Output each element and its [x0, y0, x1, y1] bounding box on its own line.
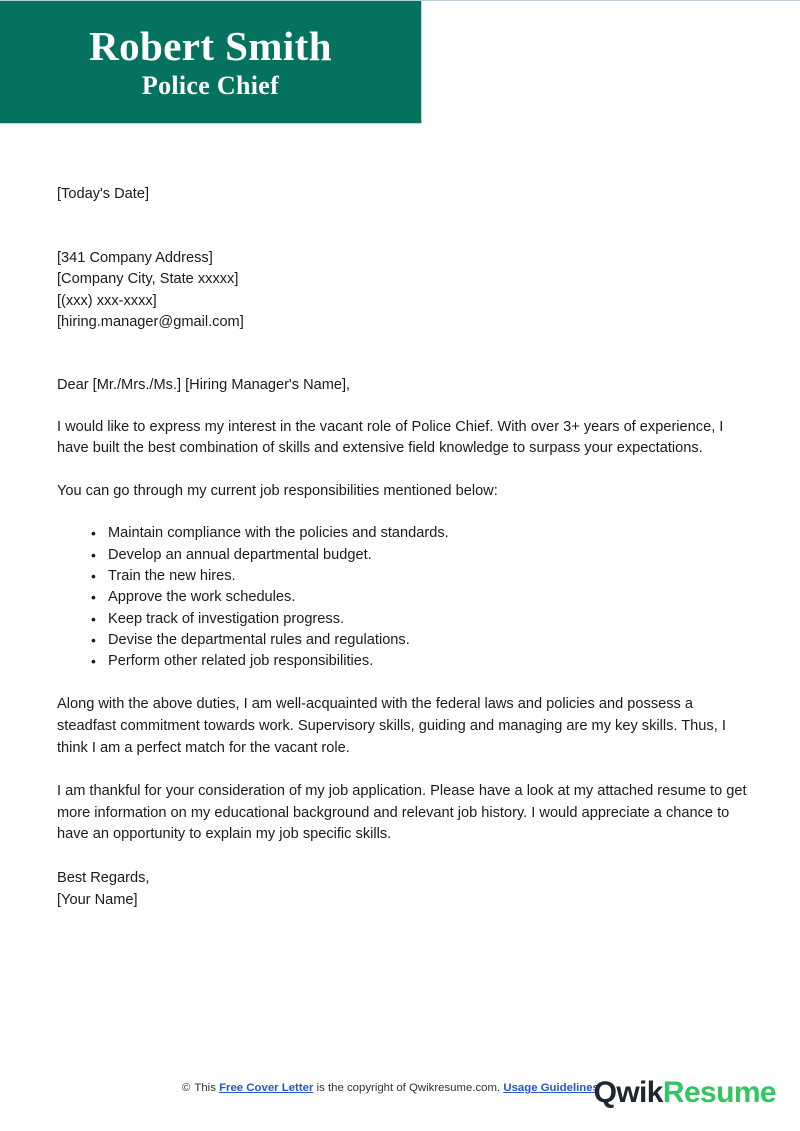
- usage-guidelines-link[interactable]: Usage Guidelines: [503, 1082, 599, 1094]
- page-footer: [0, 1073, 800, 1131]
- recipient-email: [hiring.manager@gmail.com]: [57, 314, 244, 331]
- header-banner: [0, 1, 422, 124]
- list-item: [57, 609, 751, 630]
- footer-copyright-text: [182, 1081, 599, 1095]
- intro-paragraph: I would like to express my interest in the vacant role of Police Chief. With over 3+ years of experience, I have built the best combination of skills and extensive field knowledge to surpass your expectations.: [57, 418, 724, 457]
- copyright-icon: ©: [182, 1082, 191, 1094]
- applicant-name: Robert Smith: [89, 22, 332, 69]
- signature-name-placeholder: [Your Name]: [57, 891, 138, 908]
- bullet-icon: •: [91, 610, 96, 627]
- signoff: Best Regards,: [57, 869, 150, 886]
- list-item-label: Develop an annual departmental budget.: [108, 546, 372, 563]
- skills-paragraph: Along with the above duties, I am well-acquainted with the federal laws and policies and possess a steadfast commitment towards work. Supervisory skills, guiding and managing are my key skills. Thus, I think I am a perfect match for the vacant role.: [57, 696, 726, 756]
- list-item: [57, 651, 751, 672]
- list-item: [57, 587, 751, 608]
- closing-paragraph: I am thankful for your consideration of my job application. Please have a look at my attached resume to get more information on my educational background and relevant job history. I would appreciate a chance to have an opportunity to explain my job specific skills.: [57, 783, 747, 843]
- list-item-label: Maintain compliance with the policies and standards.: [108, 525, 449, 542]
- list-item: [57, 630, 751, 651]
- footer-text-before-link: This: [194, 1082, 216, 1094]
- list-item: [57, 566, 751, 587]
- list-item: [57, 523, 751, 544]
- bullet-icon: •: [91, 653, 96, 670]
- recipient-street: [341 Company Address]: [57, 249, 213, 266]
- bullet-icon: •: [91, 546, 96, 563]
- list-item-label: Devise the departmental rules and regulations.: [108, 631, 410, 648]
- responsibilities-lead-in: You can go through my current job responsibilities mentioned below:: [57, 482, 498, 499]
- list-item-label: Perform other related job responsibilities.: [108, 653, 374, 670]
- list-item-label: Train the new hires.: [108, 567, 236, 584]
- free-cover-letter-link[interactable]: Free Cover Letter: [219, 1082, 314, 1094]
- letter-body: [57, 184, 751, 911]
- logo-text-resume: Resume: [662, 1076, 776, 1109]
- bullet-icon: •: [91, 567, 96, 584]
- recipient-address-block: [57, 248, 751, 334]
- applicant-job-title: Police Chief: [141, 70, 280, 100]
- list-item: [57, 545, 751, 566]
- date-placeholder: [Today's Date]: [57, 186, 150, 202]
- list-item-label: Keep track of investigation progress.: [108, 610, 345, 627]
- qwikresume-logo[interactable]: [594, 1073, 776, 1113]
- bullet-icon: •: [91, 589, 96, 606]
- list-item-label: Approve the work schedules.: [108, 589, 296, 606]
- recipient-city-state-zip: [Company City, State xxxxx]: [57, 271, 239, 288]
- logo-text-qwik: Qwik: [593, 1076, 663, 1109]
- signature-block: [57, 868, 751, 911]
- recipient-phone: [(xxx) xxx-xxxx]: [57, 292, 157, 309]
- footer-text-middle: is the copyright of Qwikresume.com.: [316, 1082, 501, 1094]
- bullet-icon: •: [91, 631, 96, 648]
- salutation: Dear [Mr./Mrs./Ms.] [Hiring Manager's Name],: [57, 376, 351, 393]
- responsibilities-list: [57, 523, 751, 672]
- bullet-icon: •: [91, 525, 96, 542]
